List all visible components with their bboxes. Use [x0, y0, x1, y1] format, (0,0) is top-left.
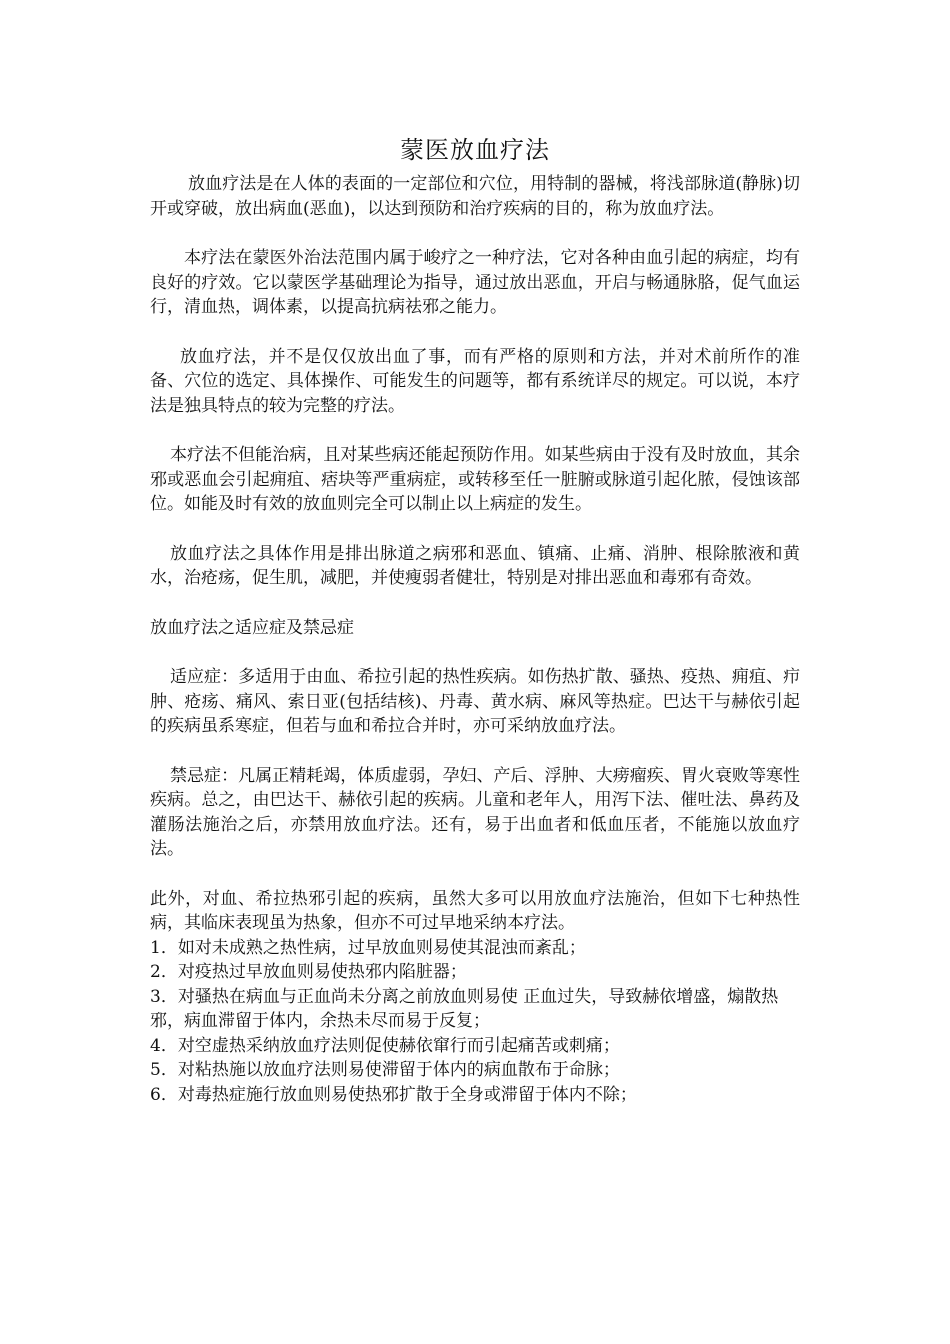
list-item: 4．对空虚热采纳放血疗法则促使赫依窜行而引起痛苦或刺痛； [150, 1035, 620, 1056]
list-intro: 此外，对血、希拉热邪引起的疾病，虽然大多可以用放血疗法施治，但如下七种热性病，其临床表现虽为热象，但亦不可过早地采纳本疗法。 [150, 888, 800, 933]
section-heading: 放血疗法之适应症及禁忌症 [150, 617, 354, 638]
document-page [150, 132, 800, 1107]
paragraph-contraindications: 禁忌症：凡属正精耗竭，体质虚弱，孕妇、产后、浮肿、大痨瘤疾、胃火衰败等寒性疾病。总之，由巴达干、赫依引起的疾病。儿童和老年人，用泻下法、催吐法、鼻药及灌肠法施治之后，亦禁用放血疗法。还有，易于出血者和低血压者，不能施以放血疗法。 [150, 765, 800, 859]
paragraph-scope: 本疗法在蒙医外治法范围内属于峻疗之一种疗法，它对各种由血引起的病症，均有良好的疗效。它以蒙医学基础理论为指导，通过放出恶血，开启与畅通脉胳，促气血运行，清血热，调体素，以提高抗病祛邪之能力。 [150, 248, 800, 317]
numbered-list [150, 936, 800, 1108]
list-item: 2．对疫热过早放血则易使热邪内陷脏器； [150, 962, 467, 982]
paragraph-indications: 适应症：多适用于由血、希拉引起的热性疾病。如伤热扩散、骚热、疫热、痈疽、疖肿、疮疡、痛风、索日亚(包括结核)、丹毒、黄水病、麻风等热症。巴达干与赫依引起的疾病虽系寒症，但若与血和希拉合并时，亦可采纳放血疗法。 [150, 667, 800, 736]
list-item: 1．如对未成熟之热性病，过早放血则易使其混浊而紊乱； [150, 937, 586, 958]
document-title: 蒙医放血疗法 [400, 136, 550, 164]
list-item: 3．对骚热在病血与正血尚未分离之前放血则易使 正血过失，导致赫依增盛，煽散热邪，病血滞留于体内，余热未尽而易于反复； [150, 986, 779, 1031]
paragraph-effects: 放血疗法之具体作用是排出脉道之病邪和恶血、镇痛、止痛、消肿、根除脓液和黄水，治疮疡，促生肌，减肥，并使瘦弱者健壮，特别是对排出恶血和毒邪有奇效。 [150, 543, 800, 588]
list-item: 6．对毒热症施行放血则易使热邪扩散于全身或滞留于体内不除； [150, 1084, 637, 1105]
list-item: 5．对粘热施以放血疗法则易使滞留于体内的病血散布于命脉； [150, 1060, 620, 1080]
paragraph-principles: 放血疗法，并不是仅仅放出血了事，而有严格的原则和方法，并对术前所作的准备、穴位的选定、具体操作、可能发生的问题等，都有系统详尽的规定。可以说，本疗法是独具特点的较为完整的疗法。 [150, 346, 800, 416]
paragraph-definition: 放血疗法是在人体的表面的一定部位和穴位，用特制的器械，将浅部脉道(静脉)切开或穿破，放出病血(恶血)，以达到预防和治疗疾病的目的，称为放血疗法。 [150, 174, 800, 219]
paragraph-prevention: 本疗法不但能治病，且对某些病还能起预防作用。如某些病由于没有及时放血，其余邪或恶血会引起痈疽、痞块等严重病症，或转移至任一脏腑或脉道引起化脓，侵蚀该部位。如能及时有效的放血则完全可以制止以上病症的发生。 [150, 445, 800, 514]
